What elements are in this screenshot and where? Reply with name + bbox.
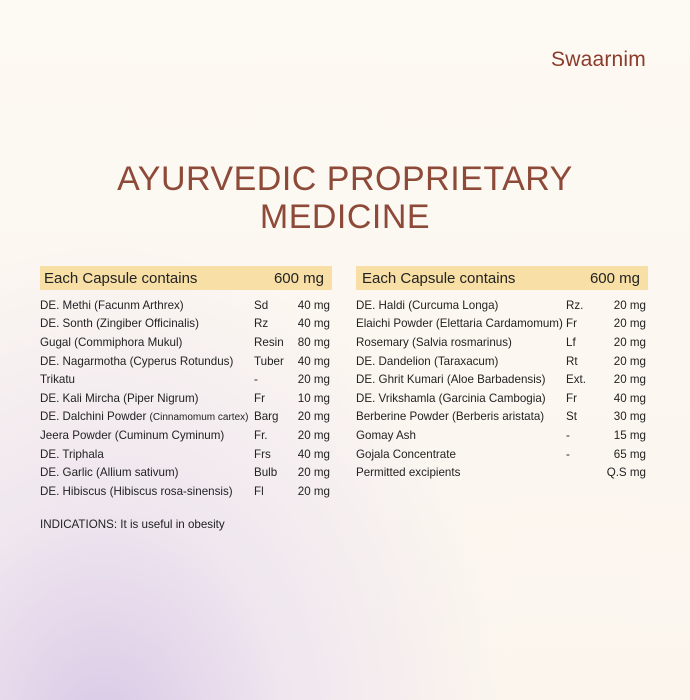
ingredient-part: Frs [254,447,271,461]
table-row [356,389,648,408]
ingredient-name [40,373,254,386]
table-row [40,370,332,389]
ingredient-name-main: Gomay Ash [356,428,416,442]
ingredient-part: Rz [254,317,269,331]
ingredient-name [356,466,566,479]
table-row [356,370,648,389]
ingredient-name [40,466,254,479]
ingredient-quantity: 10 mg [297,391,330,405]
ingredient-name [40,429,254,442]
right-table-header [356,266,648,290]
ingredient-part: Tuber [254,354,284,368]
table-row [40,426,332,445]
ingredient-quantity: 65 mg [613,447,646,461]
right-header-amount: 600 mg [589,269,640,287]
ingredient-quantity: 20 mg [613,317,646,331]
ingredient-part: Ext. [566,373,586,387]
table-row [356,352,648,371]
ingredient-quantity: 20 mg [297,466,330,480]
ingredient-name [40,299,254,312]
ingredient-name-main: DE. Hibiscus (Hibiscus rosa-sinensis) [40,484,233,498]
ingredient-name-sub: (Cinnamomum cartex) [149,412,249,424]
ingredient-quantity: 30 mg [613,410,646,424]
table-row [356,333,648,352]
table-row [356,445,648,464]
ingredient-name-main: Gugal (Commiphora Mukul) [40,335,183,349]
ingredient-quantity: 40 mg [297,298,330,312]
ingredient-part: - [566,447,570,461]
ingredient-name-main: Elaichi Powder (Elettaria Cardamomum) [356,317,563,331]
ingredient-name [40,392,254,405]
ingredient-name-main: DE. Garlic (Allium sativum) [40,466,179,480]
ingredient-name [356,336,566,349]
left-header-amount: 600 mg [273,269,324,287]
ingredient-quantity: 20 mg [297,410,330,424]
ingredient-name [40,317,254,330]
ingredient-name [356,392,566,405]
table-row [40,296,332,315]
ingredient-name [356,429,566,442]
ingredient-quantity: 20 mg [297,484,330,498]
left-header-label: Each Capsule contains [44,269,198,287]
ingredient-name [356,299,566,312]
ingredient-name [356,448,566,461]
ingredient-quantity: 15 mg [613,428,646,442]
ingredient-name-main: Rosemary (Salvia rosmarinus) [356,335,512,349]
ingredient-name-main: DE. Nagarmotha (Cyperus Rotundus) [40,354,234,368]
ingredient-part: Barg [254,410,279,424]
page-title [0,160,690,236]
ingredient-name-main: DE. Haldi (Curcuma Longa) [356,298,499,312]
ingredient-quantity: 20 mg [297,373,330,387]
left-rows [40,296,332,501]
ingredient-part: Rt [566,354,578,368]
ingredient-name-main: DE. Methi (Facunm Arthrex) [40,298,184,312]
ingredient-name-main: DE. Dalchini Powder [40,410,150,424]
title-line-1: AYURVEDIC PROPRIETARY [117,160,573,198]
right-ingredients-table [356,266,648,482]
table-row [356,315,648,334]
ingredient-quantity: 40 mg [297,447,330,461]
table-row [356,408,648,427]
ingredient-quantity: 40 mg [297,354,330,368]
ingredient-part: Resin [254,335,284,349]
ingredient-name-main: DE. Ghrit Kumari (Aloe Barbadensis) [356,373,546,387]
ingredient-name [356,410,566,423]
table-row [40,408,332,427]
ingredient-name [356,373,566,386]
table-row [40,463,332,482]
ingredient-part: - [254,373,258,387]
ingredient-part: Fr [254,391,265,405]
table-row [40,389,332,408]
ingredient-quantity: 20 mg [297,428,330,442]
ingredient-part: - [566,428,570,442]
ingredient-name [40,336,254,349]
ingredient-name-main: Gojala Concentrate [356,447,456,461]
ingredient-name [356,317,566,330]
ingredient-name-main: DE. Vrikshamla (Garcinia Cambogia) [356,391,546,405]
ingredient-quantity: 20 mg [613,354,646,368]
table-row [40,482,332,501]
ingredient-name-main: DE. Sonth (Zingiber Officinalis) [40,317,199,331]
ingredient-name-main: Permitted excipients [356,466,461,480]
ingredient-quantity: 40 mg [613,391,646,405]
ingredient-quantity: 40 mg [297,317,330,331]
ingredient-name-main: Jeera Powder (Cuminum Cyminum) [40,428,225,442]
ingredient-quantity: 20 mg [613,298,646,312]
indications-text: INDICATIONS: It is useful in obesity [40,518,225,531]
ingredient-quantity: Q.S mg [606,466,646,480]
ingredient-name-main: DE. Kali Mircha (Piper Nigrum) [40,391,199,405]
table-row [40,333,332,352]
brand-logo: Swaarnim [551,48,646,71]
ingredient-name [356,355,566,368]
ingredient-name-main: DE. Dandelion (Taraxacum) [356,354,499,368]
table-row [40,315,332,334]
ingredient-part: Sd [254,298,269,312]
ingredient-name-main: Trikatu [40,373,76,387]
ingredient-part: Fr [566,317,577,331]
ingredient-name-main: DE. Triphala [40,447,104,461]
right-header-label: Each Capsule contains [362,269,516,287]
ingredient-quantity: 20 mg [613,335,646,349]
ingredient-part: Fl [254,484,264,498]
ingredient-part: Bulb [254,466,278,480]
ingredient-name [40,448,254,461]
left-ingredients-table [40,266,332,501]
ingredient-part: Lf [566,335,576,349]
table-row [356,463,648,482]
table-row [40,352,332,371]
ingredient-name [40,485,254,498]
table-row [356,426,648,445]
ingredient-name [40,410,254,423]
ingredient-name-main: Berberine Powder (Berberis aristata) [356,410,545,424]
right-rows [356,296,648,482]
ingredient-part: Rz. [566,298,584,312]
ingredient-quantity: 80 mg [297,335,330,349]
title-line-2: MEDICINE [259,198,431,236]
ingredient-part: St [566,410,577,424]
table-row [356,296,648,315]
ingredient-part: Fr. [254,428,268,442]
ingredient-quantity: 20 mg [613,373,646,387]
table-row [40,445,332,464]
ingredient-part: Fr [566,391,577,405]
ingredient-name [40,355,254,368]
left-table-header [40,266,332,290]
